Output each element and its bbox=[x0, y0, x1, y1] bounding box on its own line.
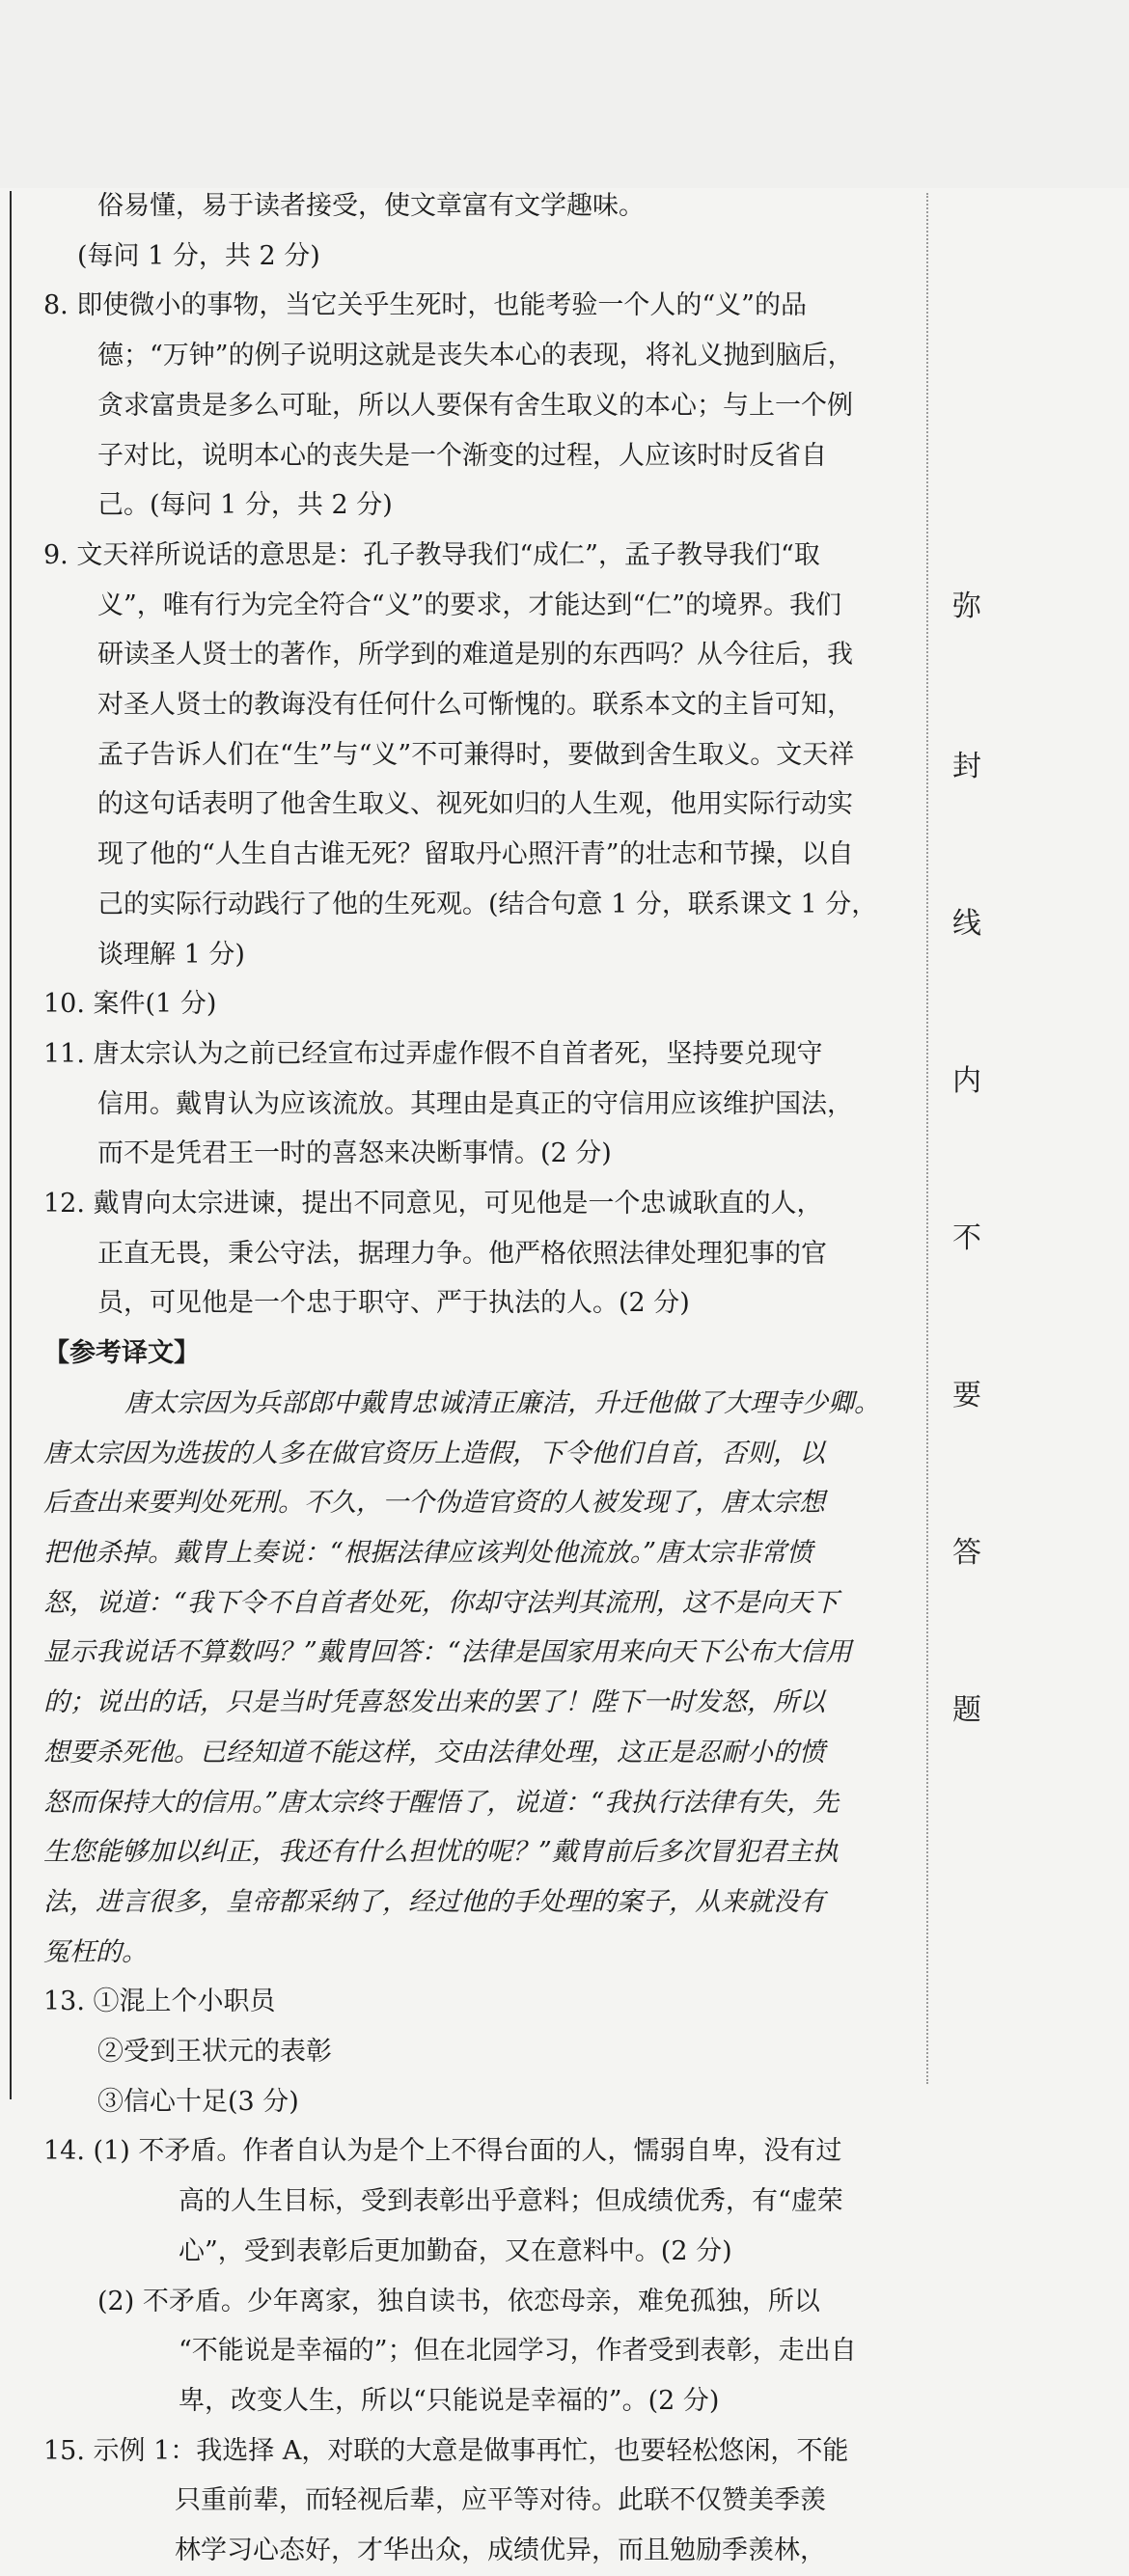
text-line: 而不是凭君王一时的喜怒来决断事情。(2 分) bbox=[97, 1138, 612, 1169]
translation-line: 生您能够加以纠正，我还有什么担忧的呢？”戴胄前后多次冒犯君主执 bbox=[43, 1837, 839, 1868]
text-line: 员，可见他是一个忠于职守、严于执法的人。(2 分) bbox=[97, 1288, 690, 1319]
text-line: 义”，唯有行为完全符合“义”的要求，才能达到“仁”的境界。我们 bbox=[97, 589, 842, 620]
translation-line: 想要杀死他。已经知道不能这样，交由法律处理，这正是忍耐小的愤 bbox=[43, 1737, 825, 1768]
text-line: 俗易懂，易于读者接受，使文章富有文学趣味。 bbox=[97, 191, 645, 221]
binding-dotted-line bbox=[926, 193, 928, 2084]
text-line: 林学习心态好，才华出众，成绩优异，而且勉励季羡林， bbox=[175, 2535, 826, 2566]
side-label: 不 bbox=[952, 1221, 981, 1255]
side-label: 弥 bbox=[952, 589, 981, 623]
side-label: 线 bbox=[952, 907, 981, 941]
translation-line: 怒而保持大的信用。”唐太宗终于醒悟了，说道：“我执行法律有失，先 bbox=[43, 1787, 840, 1818]
text-line: 谈理解 1 分) bbox=[97, 939, 245, 970]
answer-11: 11. 唐太宗认为之前已经宣布过弄虚作假不自首者死，坚持要兑现守 bbox=[43, 1038, 823, 1069]
text-line: 孟子告诉人们在“生”与“义”不可兼得时，要做到舍生取义。文天祥 bbox=[97, 739, 855, 770]
text-line: 正直无畏，秉公守法，据理力争。他严格依照法律处理犯事的官 bbox=[97, 1238, 827, 1269]
text-line: 己的实际行动践行了他的生死观。(结合句意 1 分，联系课文 1 分， bbox=[97, 889, 878, 919]
side-label: 内 bbox=[952, 1064, 981, 1098]
text-line: 只重前辈，而轻视后辈，应平等对待。此联不仅赞美季羡 bbox=[175, 2485, 826, 2516]
text-line: ②受到王状元的表彰 bbox=[97, 2037, 332, 2068]
answer-text-column bbox=[43, 181, 893, 2576]
text-line: 的这句话表明了他舍生取义、视死如归的人生观，他用实际行动实 bbox=[97, 789, 853, 820]
answer-14: 14. (1) 不矛盾。作者自认为是个上不得台面的人，懦弱自卑，没有过 bbox=[43, 2136, 842, 2167]
side-label: 答 bbox=[952, 1536, 981, 1570]
text-line: 贪求富贵是多么可耻，所以人要保有舍生取义的本心；与上一个例 bbox=[97, 390, 853, 421]
answer-15: 15. 示例 1：我选择 A，对联的大意是做事再忙，也要轻松悠闲，不能 bbox=[43, 2435, 849, 2466]
text-line: 研读圣人贤士的著作，所学到的难道是别的东西吗？从今往后，我 bbox=[97, 640, 853, 671]
top-blank-band bbox=[0, 0, 1129, 188]
reference-translation-heading: 【参考译文】 bbox=[43, 1338, 200, 1369]
left-margin-rule bbox=[10, 191, 12, 2099]
text-line: 现了他的“人生自古谁无死？留取丹心照汗青”的壮志和节操，以自 bbox=[97, 839, 854, 870]
translation-line: 的；说出的话，只是当时凭喜怒发出来的罢了！陛下一时发怒，所以 bbox=[43, 1687, 825, 1718]
text-line: ③信心十足(3 分) bbox=[97, 2086, 299, 2117]
answer-9: 9. 文天祥所说话的意思是：孔子教导我们“成仁”，孟子教导我们“取 bbox=[43, 539, 820, 570]
translation-line: 后查出来要判处死刑。不久，一个伪造官资的人被发现了，唐太宗想 bbox=[43, 1488, 825, 1519]
text-line: 心”，受到表彰后更加勤奋，又在意料中。(2 分) bbox=[179, 2235, 732, 2266]
translation-line: 怒，说道：“我下令不自首者处死，你却守法判其流刑，这不是向天下 bbox=[43, 1587, 839, 1618]
side-label: 要 bbox=[952, 1379, 981, 1412]
text-line: 卑，改变人生，所以“只能说是幸福的”。(2 分) bbox=[179, 2385, 720, 2416]
text-line: 信用。戴胄认为应该流放。其理由是真正的守信用应该维护国法， bbox=[97, 1088, 853, 1119]
side-label: 题 bbox=[952, 1693, 981, 1727]
translation-line: 法，进言很多，皇帝都采纳了，经过他的手处理的案子，从来就没有 bbox=[43, 1886, 825, 1917]
translation-line: 唐太宗因为兵部郎中戴胄忠诚清正廉洁，升迁他做了大理寺少卿。 bbox=[124, 1387, 880, 1418]
text-line: “不能说是幸福的”；但在北园学习，作者受到表彰，走出自 bbox=[179, 2336, 857, 2367]
answer-12: 12. 戴胄向太宗进谏，提出不同意见，可见他是一个忠诚耿直的人， bbox=[43, 1189, 823, 1219]
translation-line: 把他杀掉。戴胄上奏说：“根据法律应该判处他流放。”唐太宗非常愤 bbox=[43, 1537, 813, 1568]
translation-line: 唐太宗因为选拔的人多在做官资历上造假，下令他们自首，否则，以 bbox=[43, 1438, 825, 1468]
answer-14-part-2: (2) 不矛盾。少年离家，独自读书，依恋母亲，难免孤独，所以 bbox=[97, 2286, 820, 2316]
text-line: (每问 1 分，共 2 分) bbox=[77, 240, 320, 271]
answer-8: 8. 即使微小的事物，当它关乎生死时，也能考验一个人的“义”的品 bbox=[43, 290, 807, 321]
text-line: 对圣人贤士的教诲没有任何什么可惭愧的。联系本文的主旨可知， bbox=[97, 690, 853, 721]
answer-10: 10. 案件(1 分) bbox=[43, 989, 217, 1020]
text-line: 子对比，说明本心的丧失是一个渐变的过程，人应该时时反省自 bbox=[97, 440, 827, 471]
text-line: 德；“万钟”的例子说明这就是丧失本心的表现，将礼义抛到脑后， bbox=[97, 341, 854, 371]
text-line: 己。(每问 1 分，共 2 分) bbox=[97, 490, 393, 521]
answer-13: 13. ①混上个小职员 bbox=[43, 1987, 276, 2017]
text-line: 高的人生目标，受到表彰出乎意料；但成绩优秀，有“虚荣 bbox=[179, 2186, 843, 2217]
translation-line: 显示我说话不算数吗？”戴胄回答：“法律是国家用来向天下公布大信用 bbox=[43, 1637, 852, 1668]
translation-line: 冤枉的。 bbox=[43, 1936, 148, 1967]
side-label: 封 bbox=[952, 750, 981, 783]
